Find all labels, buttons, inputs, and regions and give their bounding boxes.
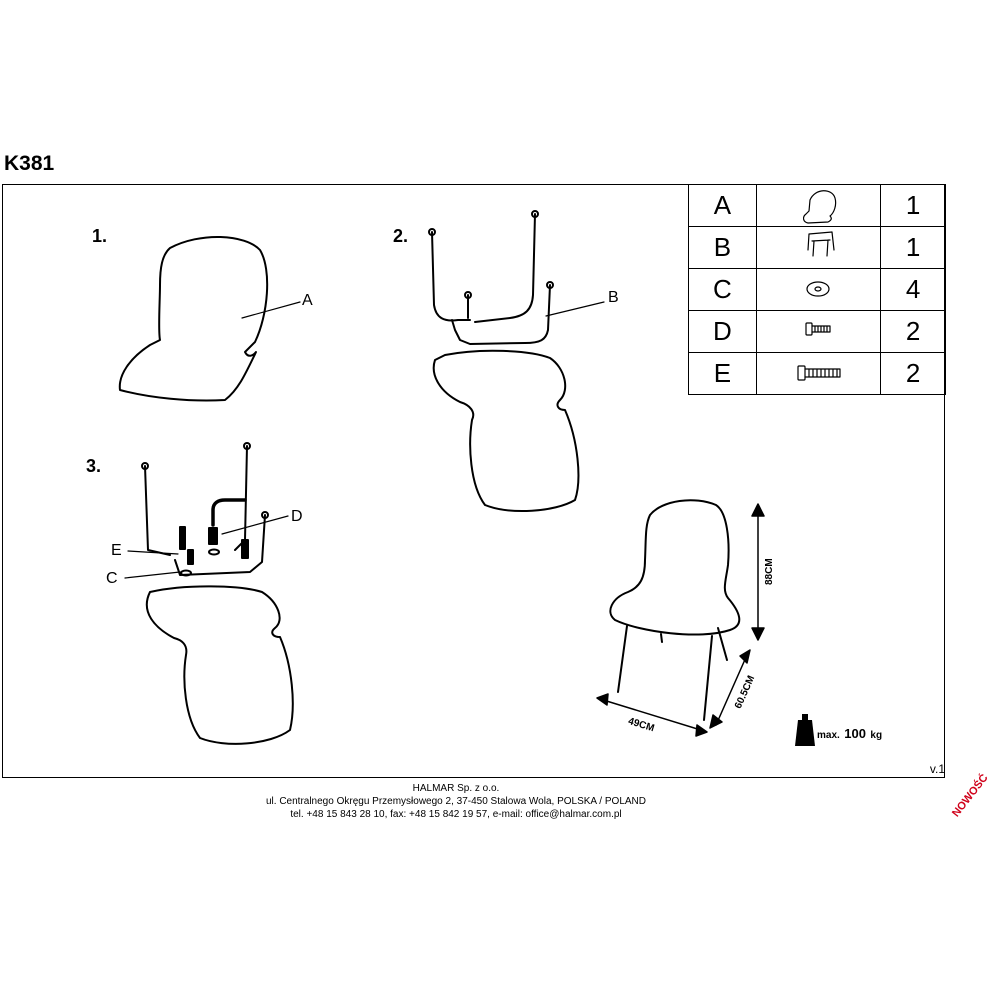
seat-shell-flipped-3 — [147, 586, 293, 743]
chair-leg-front-left — [618, 626, 627, 692]
dim-height-label: 88CM — [764, 558, 775, 585]
model-code: K381 — [4, 152, 55, 175]
callout-b: B — [608, 289, 619, 306]
part-picture — [756, 269, 880, 311]
frame-leg-back-right — [475, 214, 535, 322]
part-picture — [756, 353, 880, 395]
weight-icon — [795, 714, 815, 746]
frame-leg-front — [452, 285, 550, 344]
chair-shell — [610, 500, 739, 634]
step-1-label: 1. — [92, 226, 108, 246]
parts-row — [689, 269, 946, 311]
allen-key — [213, 500, 245, 525]
part-quantity: 4 — [881, 269, 946, 311]
callout-c: C — [106, 570, 118, 587]
callout-line-b — [546, 302, 604, 316]
dim-width-label: 49CM — [626, 716, 656, 735]
dim-depth-label: 60.5CM — [733, 674, 758, 711]
callout-a: A — [302, 292, 313, 309]
chair-leg-front-right — [704, 636, 712, 720]
footer-contact: tel. +48 15 843 28 10, fax: +48 15 842 19 57, e-mail: office@halmar.com.pl — [290, 809, 622, 820]
part-letter: A — [689, 185, 757, 227]
frame-leg-back-left — [432, 232, 470, 320]
part-letter: D — [689, 311, 757, 353]
parts-list — [688, 184, 946, 395]
part-quantity: 2 — [881, 353, 946, 395]
callout-e: E — [111, 542, 122, 559]
parts-row — [689, 185, 946, 227]
callout-d: D — [291, 508, 303, 525]
part-quantity: 1 — [881, 185, 946, 227]
footer-company: HALMAR Sp. z o.o. — [412, 783, 500, 794]
seat-shell-flipped — [434, 351, 579, 511]
part-letter: C — [689, 269, 757, 311]
max-load-unit: kg — [870, 730, 883, 741]
frame3-leg-1 — [145, 466, 170, 555]
bolt-d-2 — [242, 540, 248, 558]
version-label: v.1 — [929, 762, 945, 776]
footer-address: ul. Centralnego Okręgu Przemysłowego 2, 37-450 Stalowa Wola, POLSKA / POLAND — [265, 796, 646, 807]
new-badge: NOWOŚĆ — [950, 772, 991, 820]
part-picture — [756, 311, 880, 353]
washer-1 — [209, 550, 219, 555]
callout-line-a — [242, 302, 300, 318]
chair-leg-back-left — [661, 634, 662, 642]
max-load-label: max. — [817, 730, 840, 741]
step-3-label: 3. — [86, 456, 102, 476]
callout-line-d — [222, 516, 288, 534]
part-picture — [756, 227, 880, 269]
bolt-e — [180, 527, 185, 549]
part-letter: B — [689, 227, 757, 269]
max-load-value: 100 — [844, 726, 866, 741]
parts-row — [689, 227, 946, 269]
part-quantity: 2 — [881, 311, 946, 353]
step-2-assembly — [429, 211, 604, 511]
bolt-e-2 — [188, 550, 193, 564]
step-2-label: 2. — [393, 226, 409, 246]
parts-row — [689, 353, 946, 395]
frame3-leg-3 — [175, 515, 265, 575]
frame3-leg-2 — [235, 446, 247, 550]
step-1-seat-shell — [120, 237, 300, 401]
part-quantity: 1 — [881, 227, 946, 269]
parts-row — [689, 311, 946, 353]
bolt-d — [209, 528, 217, 544]
washer-2 — [181, 571, 191, 576]
finished-chair — [610, 500, 739, 720]
part-picture — [756, 185, 880, 227]
max-load — [817, 725, 882, 743]
part-letter: E — [689, 353, 757, 395]
callout-line-c — [125, 572, 180, 578]
seat-shell-outline — [120, 237, 267, 401]
step-3-assembly — [125, 443, 293, 744]
